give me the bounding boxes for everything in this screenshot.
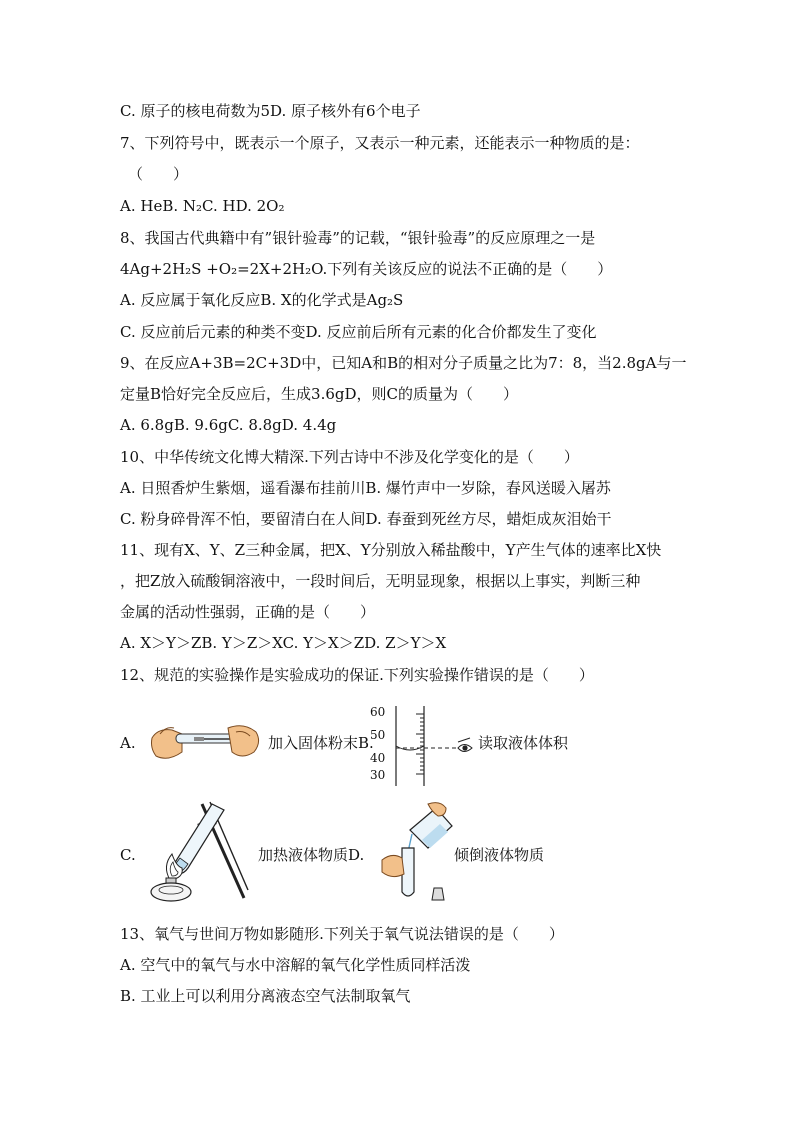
q11-stem-line2: ，把Z放入硫酸铜溶液中，一段时间后，无明显现象，根据以上事实，判断三种 [120, 572, 641, 590]
q13-stem: 13、氧气与世间万物如影随形.下列关于氧气说法错误的是（ ） [120, 925, 564, 943]
option-b-caption: 读取液体体积 [478, 734, 569, 752]
q8-stem-line1: 8、我国古代典籍中有”银针验毒”的记载，“银针验毒”的反应原理之一是 [120, 229, 596, 247]
cylinder-tick-60: 60 [370, 705, 386, 719]
q9-stem-line2: 定量B恰好完全反应后，生成3.6gD，则C的质量为（ ） [120, 385, 518, 403]
q11-options: A. X＞Y＞ZB. Y＞Z＞XC. Y＞X＞ZD. Z＞Y＞X [120, 634, 447, 652]
q8-option-ab: A. 反应属于氧化反应B. X的化学式是Ag₂S [120, 291, 404, 309]
q6-option-cd: C. 原子的核电荷数为5D. 原子核外有6个电子 [120, 102, 421, 120]
cylinder-tick-30: 30 [370, 768, 386, 782]
q7-answer-blank: （ ） [128, 165, 189, 183]
q12-stem: 12、规范的实验操作是实验成功的保证.下列实验操作错误的是（ ） [120, 666, 594, 684]
option-a-letter: A. [120, 734, 136, 752]
q7-options: A. HeB. N₂C. HD. 2O₂ [120, 197, 285, 215]
q9-options: A. 6.8gB. 9.6gC. 8.8gD. 4.4g [120, 416, 337, 434]
option-c-caption: 加热液体物质D. [258, 846, 365, 864]
cylinder-tick-40: 40 [370, 751, 386, 765]
q13-option-b: B. 工业上可以利用分离液态空气法制取氧气 [120, 987, 411, 1005]
q9-stem-line1: 9、在反应A+3B=2C+3D中，已知A和B的相对分子质量之比为7：8，当2.8gA与一 [120, 354, 687, 372]
pouring-liquid-illustration [376, 800, 456, 904]
q11-stem-line3: 金属的活动性强弱，正确的是（ ） [120, 603, 376, 621]
q10-stem: 10、中华传统文化博大精深.下列古诗中不涉及化学变化的是（ ） [120, 448, 579, 466]
option-a-caption: 加入固体粉末B. [268, 734, 374, 752]
q11-stem-line1: 11、现有X、Y、Z三种金属，把X、Y分别放入稀盐酸中，Y产生气体的速率比X快 [120, 541, 662, 559]
option-c-letter: C. [120, 846, 136, 864]
powder-in-test-tube-illustration [148, 718, 264, 766]
cylinder-tick-50: 50 [370, 728, 386, 742]
heating-liquid-illustration [140, 798, 252, 904]
q10-option-cd: C. 粉身碎骨浑不怕，要留清白在人间D. 春蚕到死丝方尽，蜡炬成灰泪始干 [120, 510, 612, 528]
q13-option-a: A. 空气中的氧气与水中溶解的氧气化学性质同样活泼 [120, 956, 471, 974]
q10-option-ab: A. 日照香炉生紫烟，遥看瀑布挂前川B. 爆竹声中一岁除，春风送暖入屠苏 [120, 479, 611, 497]
option-d-caption: 倾倒液体物质 [454, 846, 545, 864]
q8-stem-line2: 4Ag+2H₂S +O₂=2X+2H₂O.下列有关该反应的说法不正确的是（ ） [120, 260, 613, 278]
q7-stem: 7、下列符号中，既表示一个原子，又表示一种元素，还能表示一种物质的是： [120, 134, 640, 152]
q8-option-cd: C. 反应前后元素的种类不变D. 反应前后所有元素的化合价都发生了变化 [120, 323, 597, 341]
